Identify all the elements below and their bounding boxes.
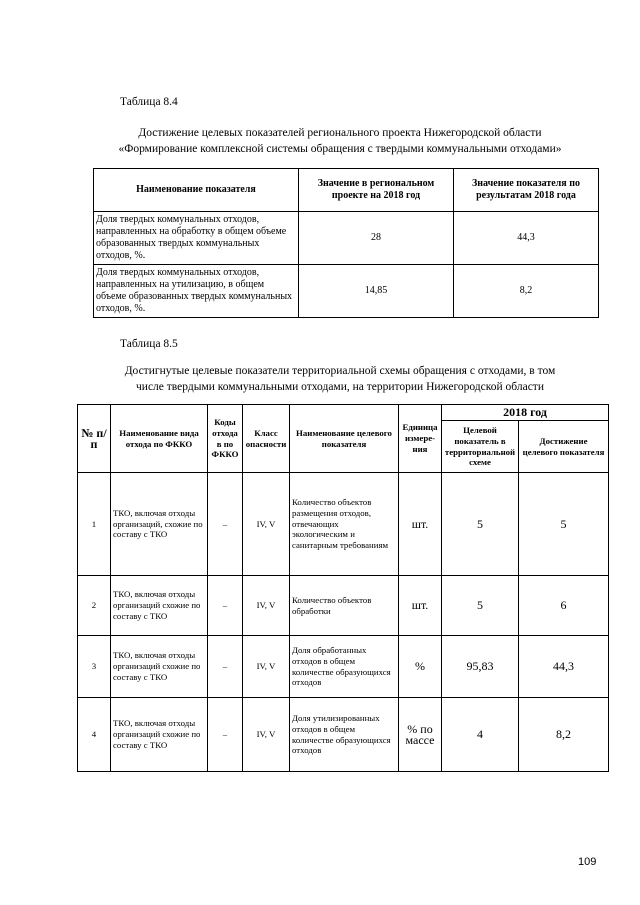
header-target: Целевой показатель в территориальной схеме [442, 421, 519, 473]
header-num: № п/п [78, 405, 111, 473]
achieved-value: 5 [519, 473, 609, 576]
hazard-class: IV, V [243, 473, 290, 576]
regional-value: 28 [299, 212, 454, 265]
header-indicator: Наименование целевого показателя [290, 405, 399, 473]
waste-name: ТКО, включая отходы организаций схожие по составу с ТКО [111, 698, 208, 772]
achieved-value: 8,2 [519, 698, 609, 772]
table-row [78, 698, 609, 772]
achieved-value: 6 [519, 576, 609, 636]
header-hazard-class: Класс опасности [243, 405, 290, 473]
table-8-5-caption: Таблица 8.5 [120, 338, 178, 350]
row-num: 4 [78, 698, 111, 772]
page-number: 109 [578, 856, 597, 868]
waste-name: ТКО, включая отходы организаций схожие по составу с ТКО [111, 636, 208, 698]
indicator-name: Количество объектов обработки [290, 576, 399, 636]
target-value: 5 [442, 473, 519, 576]
hazard-class: IV, V [243, 636, 290, 698]
header-codes: Коды отхода в по ФККО [208, 405, 243, 473]
waste-codes: – [208, 473, 243, 576]
table-8-5-header-row-1 [78, 405, 609, 421]
hazard-class: IV, V [243, 576, 290, 636]
indicator-name: Доля обработанных отходов в общем количестве образующихся отходов [290, 636, 399, 698]
achieved-value: 44,3 [519, 636, 609, 698]
header-result-value: Значение показателя по результатам 2018 года [454, 169, 599, 212]
table-row [78, 636, 609, 698]
waste-name: ТКО, включая отходы организаций схожие по составу с ТКО [111, 576, 208, 636]
header-indicator-name: Наименование показателя [94, 169, 299, 212]
waste-codes: – [208, 576, 243, 636]
table-8-4-caption: Таблица 8.4 [120, 96, 178, 108]
target-value: 95,83 [442, 636, 519, 698]
table-8-4-title-line1: Достижение целевых показателей регионального проекта Нижегородской области [138, 127, 542, 139]
indicator-name: Количество объектов размещения отходов, отвечающих экологическим и санитарным требованиям [290, 473, 399, 576]
table-row [78, 576, 609, 636]
row-num: 2 [78, 576, 111, 636]
unit: % [399, 636, 442, 698]
table-8-4 [93, 168, 599, 318]
unit: шт. [399, 576, 442, 636]
hazard-class: IV, V [243, 698, 290, 772]
header-regional-value: Значение в региональном проекте на 2018 год [299, 169, 454, 212]
table-row [94, 212, 599, 265]
waste-codes: – [208, 698, 243, 772]
result-value: 44,3 [454, 212, 599, 265]
header-unit: Единица измере-ния [399, 405, 442, 473]
row-num: 1 [78, 473, 111, 576]
table-row [94, 265, 599, 318]
indicator-name: Доля утилизированных отходов в общем количестве образующихся отходов [290, 698, 399, 772]
table-row [78, 473, 609, 576]
waste-codes: – [208, 636, 243, 698]
header-waste-name: Наименование вида отхода по ФККО [111, 405, 208, 473]
row-num: 3 [78, 636, 111, 698]
header-achieved: Достижение целевого показателя [519, 421, 609, 473]
target-value: 5 [442, 576, 519, 636]
table-8-4-title-line2: «Формирование комплексной системы обращения с твердыми коммунальными отходами» [118, 143, 562, 155]
table-8-5-title-line1: Достигнутые целевые показатели территориальной схемы обращения с отходами, в том [124, 365, 556, 377]
table-8-4-title [60, 125, 620, 157]
waste-name: ТКО, включая отходы организаций, схожие по составу с ТКО [111, 473, 208, 576]
result-value: 8,2 [454, 265, 599, 318]
table-8-5 [77, 404, 609, 772]
table-8-4-header-row [94, 169, 599, 212]
indicator-name: Доля твердых коммунальных отходов, направленных на утилизацию, в общем объеме образованных твердых коммунальных отходов, %. [94, 265, 299, 318]
unit: шт. [399, 473, 442, 576]
table-8-5-title [60, 363, 620, 395]
table-8-5-title-line2: числе твердыми коммунальными отходами, на территории Нижегородской области [136, 381, 544, 393]
unit: % по массе [399, 698, 442, 772]
indicator-name: Доля твердых коммунальных отходов, направленных на обработку в общем объеме образованных твердых коммунальных отходов, %. [94, 212, 299, 265]
target-value: 4 [442, 698, 519, 772]
regional-value: 14,85 [299, 265, 454, 318]
header-year: 2018 год [442, 405, 609, 421]
